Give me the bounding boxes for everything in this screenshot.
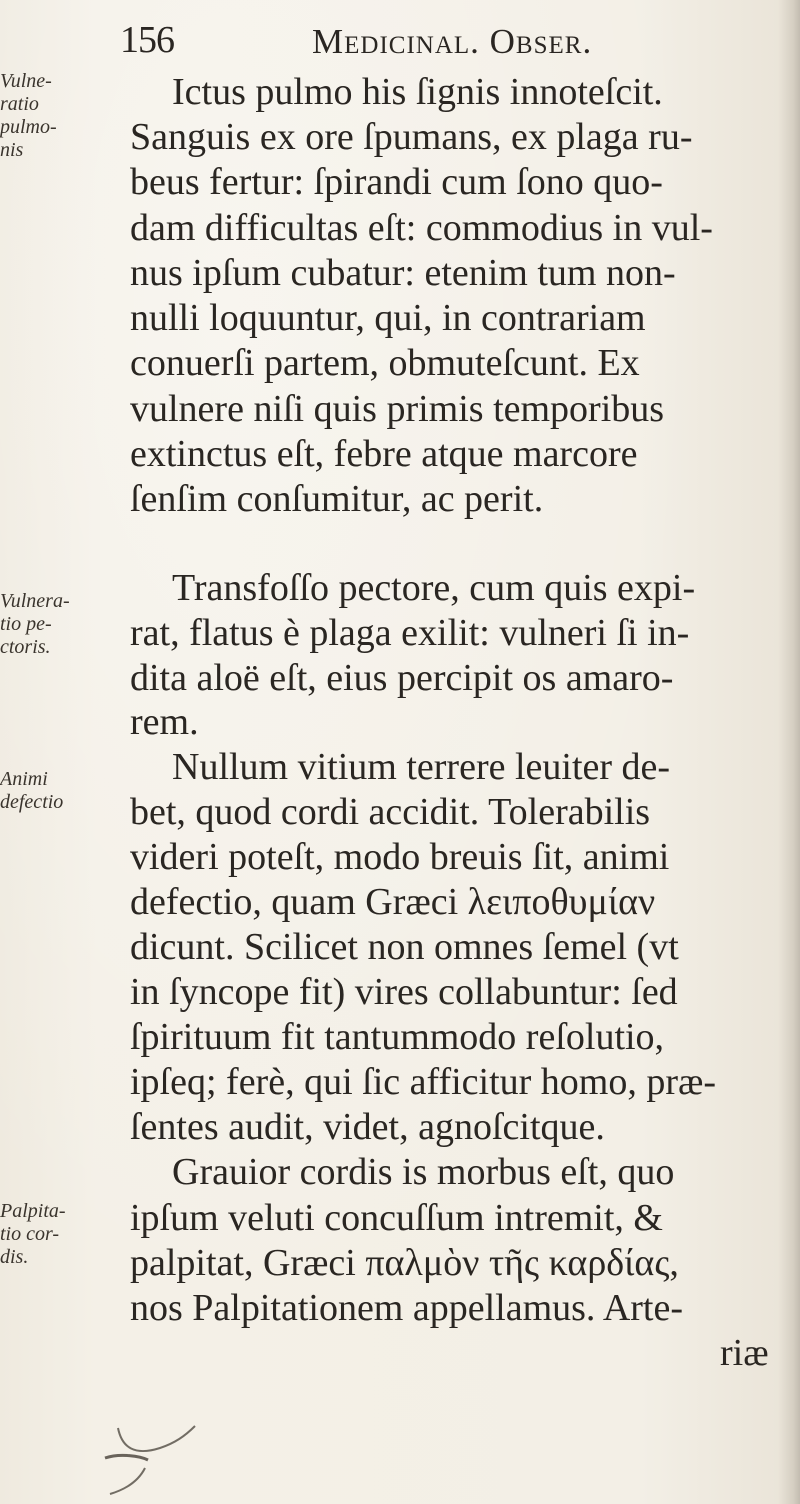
body-line: Ictus pulmo his ſignis innoteſcit. <box>172 71 663 113</box>
body-line: rem. <box>130 701 199 743</box>
body-line: videri poteſt, modo breuis ſit, animi <box>130 836 670 878</box>
margin-note-line: ctoris. <box>0 636 51 658</box>
body-line: extinctus eſt, febre atque marcore <box>130 433 638 475</box>
body-line: palpitat, Græci παλμὸν τῆς καρδίας, <box>130 1242 679 1284</box>
body-line: Transfoſſo pectore, cum quis expi- <box>172 567 696 609</box>
body-line: ipſeq; ferè, qui ſic afficitur homo, præ- <box>130 1061 717 1103</box>
margin-note-line: Animi <box>0 768 48 790</box>
body-line: nos Palpitationem appellamus. Arte- <box>130 1287 684 1329</box>
body-line: Nullum vitium terrere leuiter de- <box>172 746 671 788</box>
body-line: nus ipſum cubatur: etenim tum non- <box>130 252 676 294</box>
body-line: Sanguis ex ore ſpumans, ex plaga ru- <box>130 116 693 158</box>
catchword: riæ <box>720 1332 769 1374</box>
body-line: vulnere niſi quis primis temporibus <box>130 388 665 430</box>
body-line: dam difficultas eſt: commodius in vul- <box>130 207 713 249</box>
body-line: ſpirituum fit tantummodo reſolutio, <box>130 1016 665 1058</box>
margin-note-line: pulmo- <box>0 116 57 138</box>
body-line: in ſyncope fit) vires collabuntur: ſed <box>130 971 678 1013</box>
body-line: nulli loquuntur, qui, in contrariam <box>130 297 646 339</box>
body-line: rat, flatus è plaga exilit: vulneri ſi in- <box>130 612 690 654</box>
body-line: ſentes audit, videt, agnoſcitque. <box>130 1106 605 1148</box>
margin-note-palpitatio-cordis <box>0 1200 95 1269</box>
running-head: Medicinal. Obser. <box>312 22 593 61</box>
margin-note-vulneratio-pulmonis <box>0 70 95 162</box>
body-line: dita aloë eſt, eius percipit os amaro- <box>130 657 674 699</box>
margin-note-line: nis <box>0 139 24 161</box>
margin-note-line: dis. <box>0 1246 29 1268</box>
margin-note-line: tio pe- <box>0 613 52 635</box>
margin-note-line: Vulnera- <box>0 590 70 612</box>
body-line: ſenſim conſumitur, ac perit. <box>130 478 544 520</box>
margin-note-line: Vulne- <box>0 70 52 92</box>
body-line: defectio, quam Græci λειποθυμίαν <box>130 881 656 923</box>
body-line: Grauior cordis is morbus eſt, quo <box>172 1151 675 1193</box>
page-number: 156 <box>120 19 174 61</box>
page-header <box>0 18 800 78</box>
margin-note-animi-defectio <box>0 768 95 814</box>
margin-note-line: tio cor- <box>0 1223 60 1245</box>
margin-note-line: ratio <box>0 93 39 115</box>
body-line: conuerſi partem, obmuteſcunt. Ex <box>130 342 640 384</box>
margin-note-vulneratio-pectoris <box>0 590 95 659</box>
body-line: dicunt. Scilicet non omnes ſemel (vt <box>130 926 679 968</box>
body-line: beus fertur: ſpirandi cum ſono quo- <box>130 161 663 203</box>
ink-scribble-mark <box>100 1418 220 1498</box>
margin-note-line: Palpita- <box>0 1200 66 1222</box>
body-line: ipſum veluti concuſſum intremit, & <box>130 1197 663 1239</box>
margin-note-line: defectio <box>0 791 64 813</box>
body-line: bet, quod cordi accidit. Tolerabilis <box>130 791 651 833</box>
